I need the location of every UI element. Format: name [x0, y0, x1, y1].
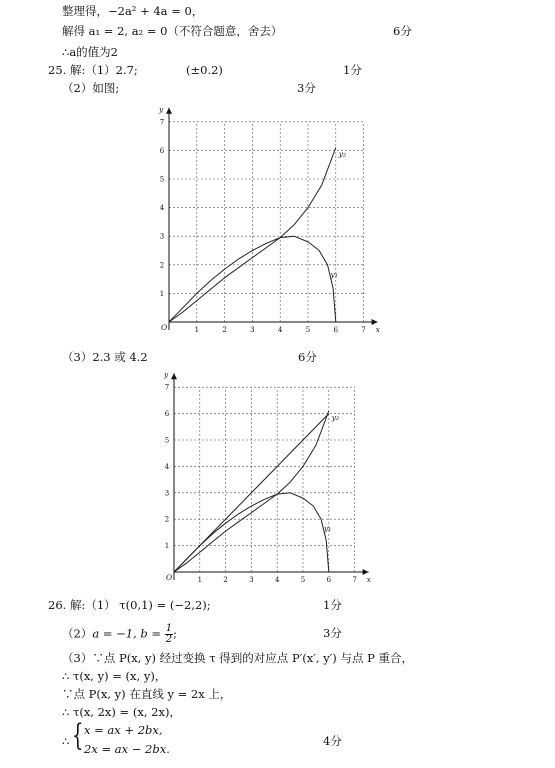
series-label: y₁ — [324, 524, 332, 534]
origin-label: O — [161, 323, 168, 332]
step-point-on-line: ∵点 P(x, y) 在直线 y = 2x 上， — [62, 687, 232, 701]
x-tick-label: 4 — [277, 326, 283, 334]
q26-part2 — [62, 624, 177, 645]
graph-1 — [145, 98, 380, 338]
therefore-symbol: ∴ — [62, 734, 70, 748]
x-tick-label: 5 — [305, 326, 311, 334]
system-eq-1: x = ax + 2bx, — [84, 723, 163, 737]
x-tick-label: 6 — [333, 326, 339, 334]
graph-2 — [152, 366, 377, 586]
q25-part3: （3）2.3 或 4.2 — [62, 350, 148, 364]
q25-tolerance: (±0.2) — [186, 63, 223, 77]
q26-part2-end: ; — [173, 626, 177, 641]
line-conclusion: ∴a的值为2 — [62, 45, 118, 59]
y-tick-label: 6 — [164, 410, 170, 419]
line-simplify: 整理得，−2a² + 4a = 0， — [62, 4, 204, 18]
y-tick-label: 7 — [159, 118, 165, 127]
series-label: y₂ — [331, 412, 340, 422]
x-tick-label: 2 — [223, 576, 228, 584]
system-brace: { — [72, 718, 84, 753]
y-tick-label: 2 — [164, 515, 170, 524]
x-tick-label: 2 — [222, 326, 227, 334]
y-tick-label: 5 — [164, 436, 170, 445]
y-axis-arrow — [171, 373, 177, 379]
origin-label: O — [166, 573, 173, 582]
y-tick-label: 2 — [159, 261, 165, 270]
score-3-b: 3分 — [323, 626, 342, 640]
x-tick-label: 4 — [274, 576, 280, 584]
series-label: y₁ — [330, 269, 338, 279]
score-6-a: 6分 — [393, 24, 412, 38]
x-axis-label: x — [366, 575, 371, 584]
fraction-denominator: 2 — [165, 634, 173, 645]
y-axis-label: y — [159, 104, 164, 114]
y-tick-label: 7 — [164, 383, 170, 392]
y-axis-arrow — [166, 108, 172, 114]
x-tick-label: 1 — [194, 326, 200, 334]
series-line-1 — [174, 493, 332, 572]
y-axis-label: y — [164, 370, 169, 380]
x-tick-label: 7 — [361, 326, 366, 334]
score-3-a: 3分 — [297, 81, 316, 95]
x-tick-label: 1 — [197, 576, 203, 584]
y-tick-label: 1 — [164, 542, 170, 551]
system-eq-2: 2x = ax − 2bx. — [84, 742, 170, 756]
x-tick-label: 5 — [300, 576, 306, 584]
y-tick-label: 5 — [159, 175, 165, 184]
y-tick-label: 3 — [164, 489, 170, 498]
step-tau-substitute: ∴ τ(x, 2x) = (x, 2x)， — [62, 705, 181, 719]
line-solve: 解得 a₁ = 2, a₂ = 0（不符合题意，舍去） — [62, 24, 283, 38]
x-tick-label: 3 — [250, 326, 255, 334]
score-1-a: 1分 — [343, 63, 362, 77]
y-tick-label: 6 — [159, 146, 165, 155]
q25-part1: 25. 解:（1）2.7; — [48, 63, 138, 77]
fraction-one-half — [165, 624, 173, 645]
y-tick-label: 1 — [159, 289, 165, 298]
y-tick-label: 3 — [159, 232, 165, 241]
score-1-b: 1分 — [323, 598, 342, 612]
fraction-numerator: 1 — [165, 623, 173, 634]
step-tau-identity: ∴ τ(x, y) = (x, y)， — [62, 669, 167, 683]
x-tick-label: 3 — [249, 576, 254, 584]
q26-part2-prefix: （2） — [62, 626, 93, 641]
x-tick-label: 7 — [352, 576, 357, 584]
q26-part1: 26. 解:（1） τ(0,1) = (−2,2); — [48, 598, 211, 612]
score-4: 4分 — [323, 734, 342, 748]
series-label: y₂ — [338, 149, 347, 159]
series-line-3 — [174, 414, 332, 572]
x-tick-label: 6 — [326, 576, 332, 584]
y-tick-label: 4 — [159, 204, 165, 213]
x-axis-label: x — [375, 325, 380, 334]
y-tick-label: 4 — [164, 462, 170, 471]
q25-part2: （2）如图; — [62, 81, 120, 95]
q26-part3: （3）∵点 P(x, y) 经过变换 τ 得到的对应点 P′(x′, y′) 与点 P 重合， — [62, 651, 414, 665]
score-6-b: 6分 — [298, 350, 317, 364]
q26-part2-eq: a = −1, b = — [92, 626, 165, 641]
